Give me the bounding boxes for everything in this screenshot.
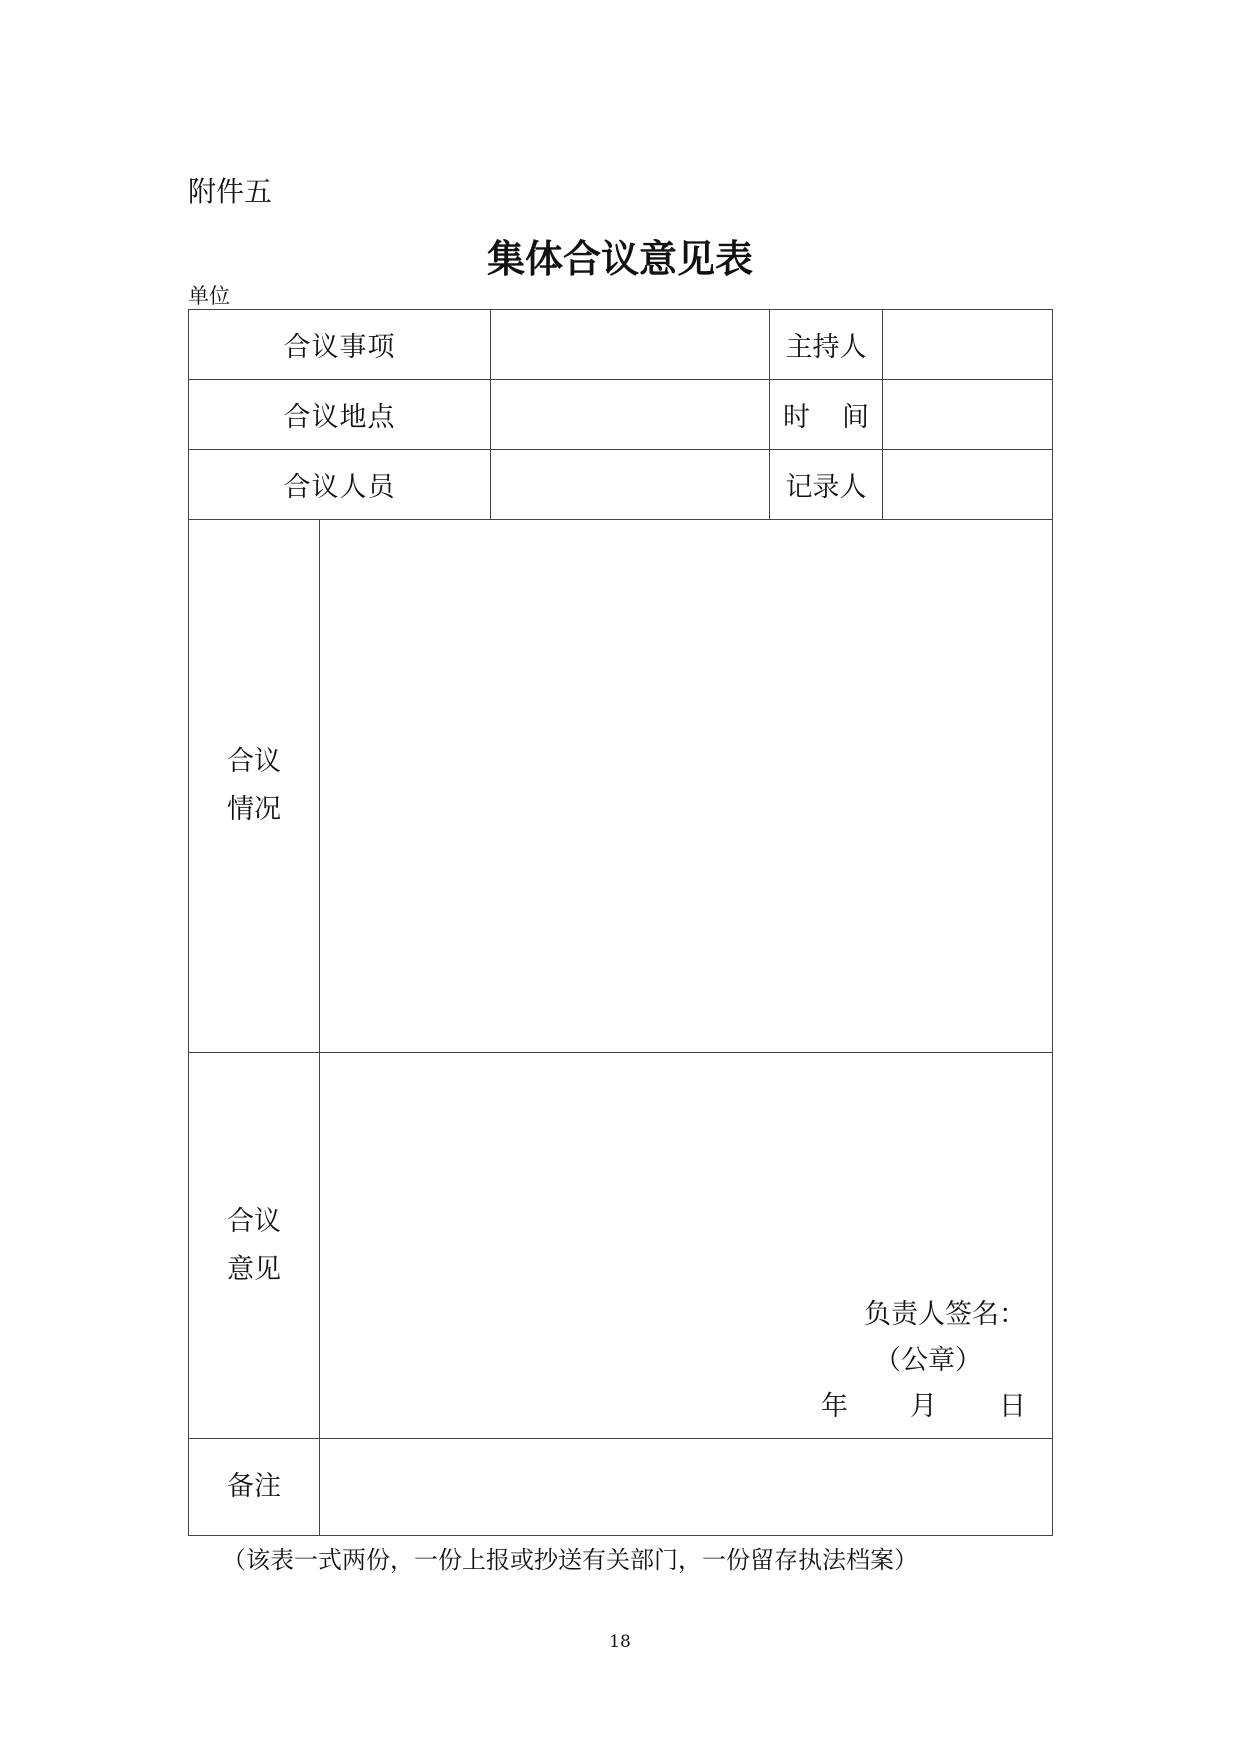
label-opinion xyxy=(189,1053,320,1439)
page-number: 18 xyxy=(609,1632,631,1652)
meeting-form-table xyxy=(188,309,1053,1536)
day-label: 日 xyxy=(999,1391,1026,1422)
label-situation-line2: 情况 xyxy=(227,794,281,825)
row-opinion xyxy=(189,1053,1053,1439)
label-time-b: 间 xyxy=(842,402,869,433)
label-location: 合议地点 xyxy=(189,380,491,450)
row-matter xyxy=(189,310,1053,380)
unit-field xyxy=(188,280,380,310)
label-time xyxy=(770,380,883,450)
row-members xyxy=(189,450,1053,520)
field-host[interactable] xyxy=(883,310,1053,380)
signature-label: 负责人签名： xyxy=(864,1299,1026,1330)
seal-label: （公章） xyxy=(874,1345,982,1376)
label-members: 合议人员 xyxy=(189,450,491,520)
label-matter: 合议事项 xyxy=(189,310,491,380)
field-time[interactable] xyxy=(883,380,1053,450)
signature-block xyxy=(821,1292,1026,1430)
form-title: 集体合议意见表 xyxy=(486,237,753,281)
row-remarks xyxy=(189,1439,1053,1536)
month-label: 月 xyxy=(910,1391,937,1422)
row-situation xyxy=(189,520,1053,1053)
attachment-label: 附件五 xyxy=(188,175,273,208)
field-location[interactable] xyxy=(491,380,770,450)
label-opinion-line1: 合议 xyxy=(227,1205,281,1237)
unit-blank-line[interactable] xyxy=(230,289,380,310)
footnote: （该表一式两份，一份上报或抄送有关部门，一份留存执法档案） xyxy=(222,1546,918,1574)
field-recorder[interactable] xyxy=(883,450,1053,520)
label-opinion-line2: 意见 xyxy=(227,1253,281,1285)
label-recorder: 记录人 xyxy=(770,450,883,520)
date-line xyxy=(821,1384,1026,1430)
field-members[interactable] xyxy=(491,450,770,520)
year-label: 年 xyxy=(821,1391,848,1422)
label-situation-line1: 合议 xyxy=(227,746,281,777)
label-time-a: 时 xyxy=(783,402,810,433)
field-situation[interactable] xyxy=(320,520,1053,1053)
field-matter[interactable] xyxy=(491,310,770,380)
unit-label: 单位 xyxy=(188,284,230,308)
label-host: 主持人 xyxy=(770,310,883,380)
field-remarks[interactable] xyxy=(320,1439,1053,1536)
label-situation xyxy=(189,520,320,1053)
row-location xyxy=(189,380,1053,450)
field-opinion[interactable] xyxy=(320,1053,1053,1439)
label-remarks: 备注 xyxy=(189,1439,320,1536)
